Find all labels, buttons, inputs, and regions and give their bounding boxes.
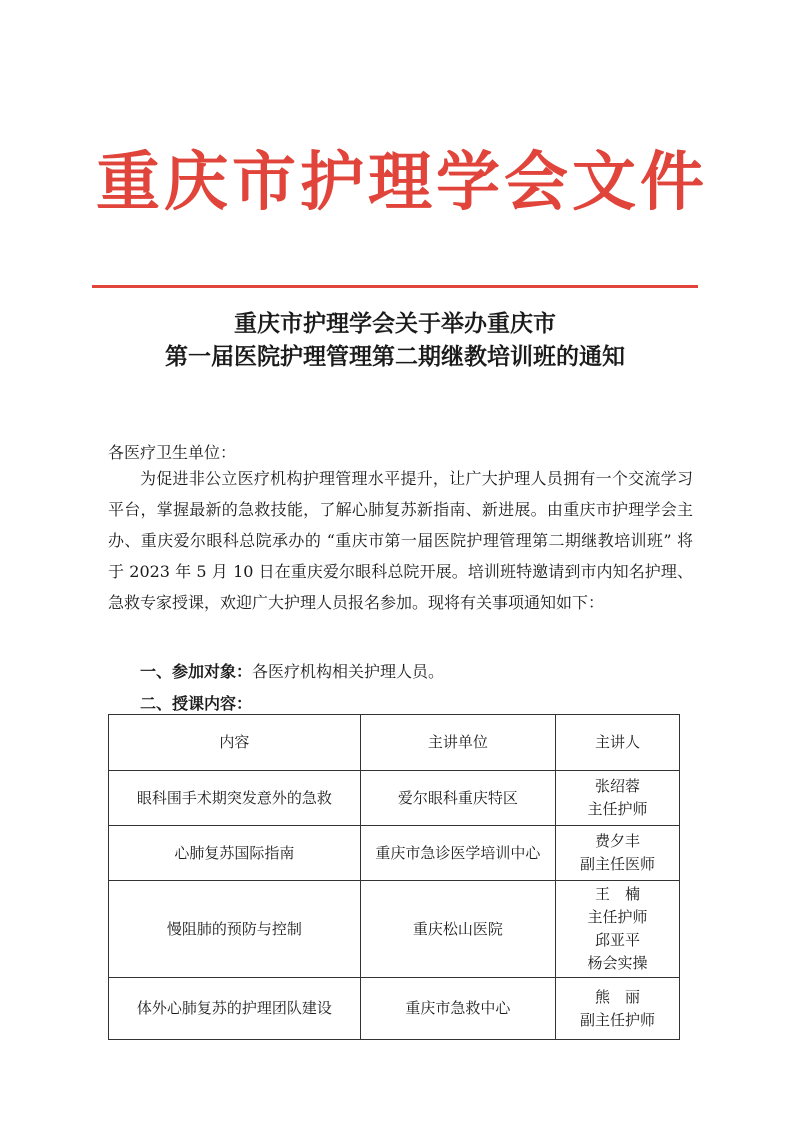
table-row bbox=[109, 771, 680, 826]
table-row bbox=[109, 881, 680, 978]
cell-speaker bbox=[555, 978, 679, 1040]
cell-content: 心肺复苏国际指南 bbox=[109, 826, 361, 881]
cell-content: 慢阻肺的预防与控制 bbox=[109, 881, 361, 978]
speaker-note: 杨会实操 bbox=[587, 954, 648, 972]
cell-content: 眼科围手术期突发意外的急救 bbox=[109, 771, 361, 826]
course-table bbox=[108, 714, 680, 1040]
table-header-row bbox=[109, 715, 680, 771]
item1-value: 各医疗机构相关护理人员。 bbox=[252, 662, 445, 681]
cell-unit: 重庆松山医院 bbox=[360, 881, 555, 978]
cell-speaker bbox=[555, 826, 679, 881]
speaker-title: 主任护师 bbox=[587, 908, 648, 926]
item2-label: 二、授课内容： bbox=[140, 694, 253, 713]
table-row bbox=[109, 978, 680, 1040]
cell-speaker bbox=[555, 771, 679, 826]
table-row bbox=[109, 826, 680, 881]
red-divider bbox=[92, 285, 698, 288]
cell-content: 体外心肺复苏的护理团队建设 bbox=[109, 978, 361, 1040]
item1-label: 一、参加对象： bbox=[140, 662, 253, 681]
intro-paragraph bbox=[108, 463, 693, 618]
item-participants bbox=[140, 656, 444, 687]
cell-unit: 重庆市急诊医学培训中心 bbox=[360, 826, 555, 881]
speaker-title: 副主任护师 bbox=[579, 1010, 655, 1029]
notice-title-line2: 第一届医院护理管理第二期继教培训班的通知 bbox=[165, 344, 625, 370]
header-content: 内容 bbox=[109, 715, 361, 771]
cell-unit: 爱尔眼科重庆特区 bbox=[360, 771, 555, 826]
cell-speaker bbox=[555, 881, 679, 978]
header-speaker: 主讲人 bbox=[555, 715, 679, 771]
speaker-name: 邱亚平 bbox=[594, 931, 640, 949]
header-unit: 主讲单位 bbox=[360, 715, 555, 771]
notice-title-line1: 重庆市护理学会关于举办重庆市 bbox=[234, 311, 556, 337]
intro-paragraph-text: 为促进非公立医疗机构护理管理水平提升，让广大护理人员拥有一个交流学习平台，掌握最新的急救技能，了解心肺复苏新指南、新进展。由重庆市护理学会主办、重庆爱尔眼科总院承办的 “重庆市第一届医院护理管理第二期继教培训班” 将于 2023 年 5 月 10 日在重庆爱尔眼科总院开展。培训班特邀请到市内知名护理、急救专家授课，欢迎广大护理人员报名参加。现将有关事项通知如下： bbox=[108, 469, 693, 612]
speaker-name: 费夕丰 bbox=[594, 832, 640, 850]
speaker-title: 主任护师 bbox=[587, 800, 648, 818]
speaker-name: 熊 丽 bbox=[594, 987, 640, 1006]
cell-unit: 重庆市急救中心 bbox=[360, 978, 555, 1040]
org-header-title: 重庆市护理学会文件 bbox=[96, 146, 708, 220]
speaker-title: 副主任医师 bbox=[579, 855, 655, 873]
speaker-name: 王 楠 bbox=[594, 885, 640, 903]
salutation: 各医疗卫生单位： bbox=[108, 443, 237, 462]
speaker-name: 张绍蓉 bbox=[594, 777, 640, 795]
